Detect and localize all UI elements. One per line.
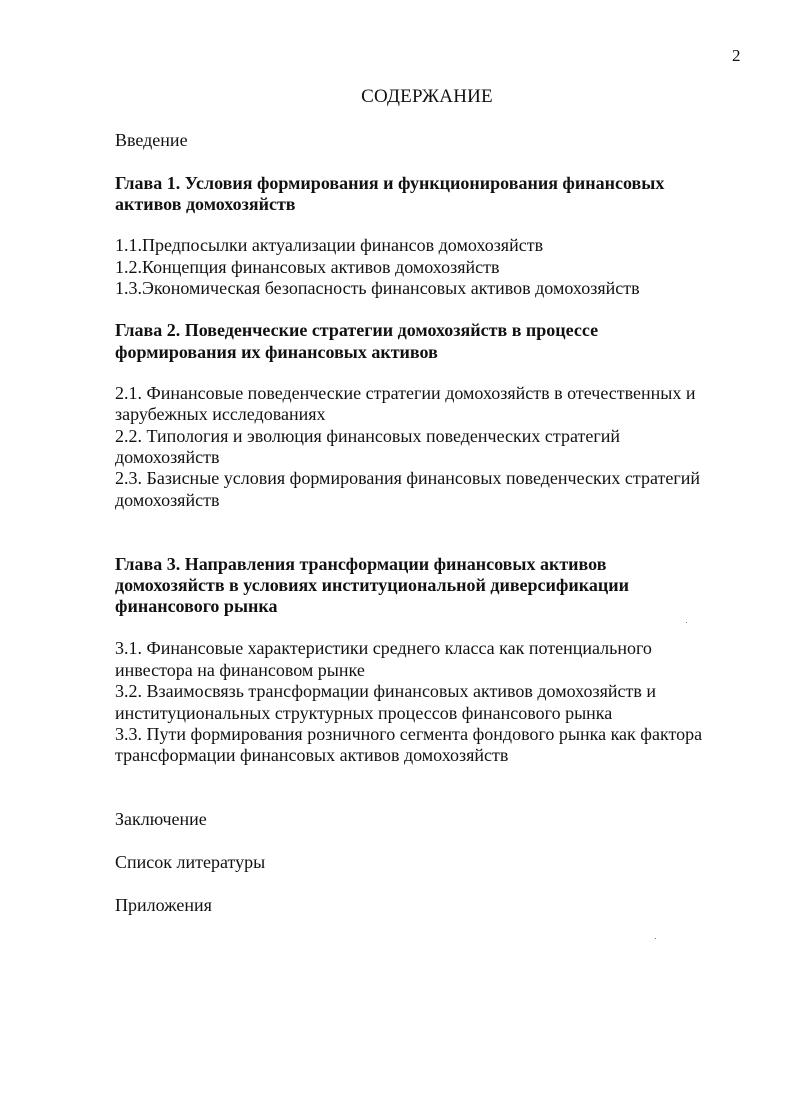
page-number: 2 <box>732 46 741 65</box>
section-line: 1.1.Предпосылки актуализации финансов домохозяйств <box>115 235 544 255</box>
chapter-heading-line: Глава 1. Условия формирования и функционирования финансовых <box>115 173 665 193</box>
section-line: 3.2. Взаимосвязь трансформации финансовых активов домохозяйств и <box>115 681 656 701</box>
toc-bibliography: Список литературы <box>115 852 266 872</box>
section-line: инвестора на финансовом рынке <box>115 660 365 680</box>
section-line: трансформации финансовых активов домохозяйств <box>115 745 509 765</box>
section-line: институциональных структурных процессов финансового рынка <box>115 703 613 723</box>
section-line: 1.2.Концепция финансовых активов домохозяйств <box>115 257 500 277</box>
section-line: 3.3. Пути формирования розничного сегмента фондового рынка как фактора <box>115 724 703 744</box>
chapter-heading-line: активов домохозяйств <box>115 194 296 214</box>
section-line: 3.1. Финансовые характеристики среднего класса как потенциального <box>115 638 652 658</box>
chapter-heading-line: Глава 2. Поведенческие стратегии домохозяйств в процессе <box>115 320 599 340</box>
section-line: 2.2. Типология и эволюция финансовых поведенческих стратегий <box>115 426 620 446</box>
section-line: домохозяйств <box>115 447 220 467</box>
section-line: 2.1. Финансовые поведенческие стратегии домохозяйств в отечественных и <box>115 383 696 403</box>
scan-speck <box>686 622 687 623</box>
scan-speck <box>655 938 656 939</box>
chapter-heading-line: Глава 3. Направления трансформации финансовых активов <box>115 554 607 574</box>
chapter-heading-line: финансового рынка <box>115 596 278 616</box>
page-title: СОДЕРЖАНИЕ <box>361 86 493 107</box>
section-line: зарубежных исследованиях <box>115 404 326 424</box>
section-line: 2.3. Базисные условия формирования финансовых поведенческих стратегий <box>115 468 701 488</box>
section-line: 1.3.Экономическая безопасность финансовых активов домохозяйств <box>115 278 640 298</box>
section-line: домохозяйств <box>115 490 220 510</box>
chapter-heading-line: формирования их финансовых активов <box>115 342 438 362</box>
toc-appendices: Приложения <box>115 895 212 915</box>
toc-intro: Введение <box>115 130 188 150</box>
toc-conclusion: Заключение <box>115 809 207 829</box>
chapter-heading-line: домохозяйств в условиях институциональной диверсификации <box>115 575 629 595</box>
